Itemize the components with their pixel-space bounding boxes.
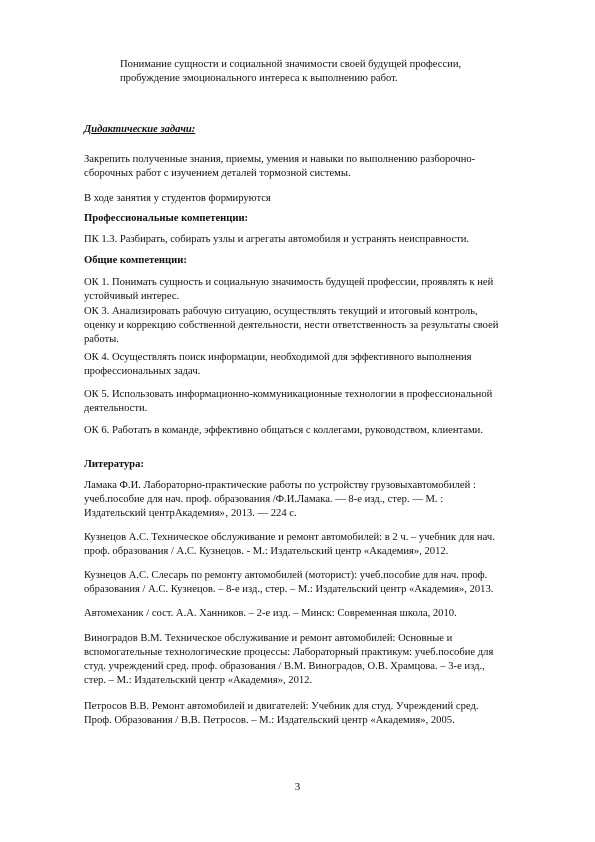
ok5-item [84, 388, 558, 416]
ok3-line: ОК 3. Анализировать рабочую ситуацию, осуществлять текущий и итоговый контроль, [84, 306, 478, 317]
pk-item: ПК 1.3. Разбирать, собирать узлы и агрегаты автомобиля и устранять неисправности. [84, 234, 470, 245]
ok3-line: работы. [84, 334, 119, 345]
page-number: 3 [294, 781, 301, 793]
reference-line: Петросов В.В. Ремонт автомобилей и двигателей: Учебник для студ. Учреждений сред. [84, 701, 479, 712]
reference-item [84, 700, 558, 728]
reference-item [84, 479, 558, 521]
reference-line: вспомогательные технологические процессы: Лабораторный практикум: учеб.пособие для [84, 647, 494, 658]
forming-text: В ходе занятия у студентов формируются [84, 193, 271, 204]
ok5-line: ОК 5. Использовать информационно-коммуникационные технологии в профессиональной [84, 389, 493, 400]
reference-line: Издательский центрАкадемия»‚ 2013. — 224 с. [84, 508, 297, 519]
intro-line: пробуждение эмоционального интереса к выполнению работ. [120, 73, 398, 84]
general-heading: Общие компетенции: [84, 255, 187, 266]
reference-item [84, 632, 558, 688]
reference-line: Кузнецов А.С. Слесарь по ремонту автомобилей (моторист): учеб.пособие для нач. проф. [84, 570, 488, 581]
reference-line: Виноградов В.М. Техническое обслуживание и ремонт автомобилей: Основные и [84, 633, 453, 644]
reference-item: Автомеханик / сост. А.А. Ханников. – 2-е изд. – Минск: Современная школа, 2010. [84, 608, 457, 619]
didactic-line: сборочных работ с изучением деталей тормозной системы. [84, 168, 351, 179]
didactic-paragraph [84, 153, 558, 181]
ok4-line: ОК 4. Осуществлять поиск информации, необходимой для эффективного выполнения [84, 352, 472, 363]
ok1-item [84, 276, 558, 304]
ok4-line: профессиональных задач. [84, 366, 201, 377]
ok5-line: деятельности. [84, 403, 148, 414]
reference-line: Ламака Ф.И. Лабораторно-практические работы по устройству грузовыхавтомобилей : [84, 480, 476, 491]
intro-line: Понимание сущности и социальной значимости своей будущей профессии, [120, 59, 462, 70]
didactic-line: Закрепить полученные знания, приемы, умения и навыки по выполнению разборочно- [84, 154, 476, 165]
reference-line: образования / А.С. Кузнецов. – 8-е изд., стер. – М.: Издательский центр «Академия», 2013. [84, 584, 494, 595]
didactic-heading: Дидактические задачи: [84, 124, 196, 135]
ok6-item: ОК 6. Работать в команде, эффективно общаться с коллегами, руководством, клиентами. [84, 425, 483, 436]
intro-paragraph [120, 58, 560, 86]
reference-line: студ. учреждений сред. проф. образования / В.М. Виноградов, О.В. Храмцова. – 3-е изд., [84, 661, 485, 672]
ok4-item [84, 351, 558, 379]
prof-heading: Профессиональные компетенции: [84, 213, 249, 224]
reference-line: Кузнецов А.С. Техническое обслуживание и ремонт автомобилей: в 2 ч. – учебник для нач. [84, 532, 495, 543]
reference-line: Проф. Образования / В.В. Петросов. – М.: Издательский центр «Академия», 2005. [84, 715, 455, 726]
ok1-line: устойчивый интерес. [84, 291, 180, 302]
reference-line: стер. – М.: Издательский центр «Академия», 2012. [84, 675, 313, 686]
literature-heading: Литература: [84, 459, 144, 470]
reference-line: учеб.пособие для нач. проф. образования /Ф.И.Ламака. — 8-е изд., стер. — М. : [84, 494, 444, 505]
reference-line: проф. образования / А.С. Кузнецов. - М.: Издательский центр «Академия», 2012. [84, 546, 449, 557]
reference-item [84, 531, 558, 559]
ok3-line: оценку и коррекцию собственной деятельности, нести ответственность за результаты своей [84, 320, 499, 331]
ok3-item [84, 305, 558, 347]
ok1-line: ОК 1. Понимать сущность и социальную значимость будущей профессии, проявлять к ней [84, 277, 494, 288]
reference-item [84, 569, 558, 597]
